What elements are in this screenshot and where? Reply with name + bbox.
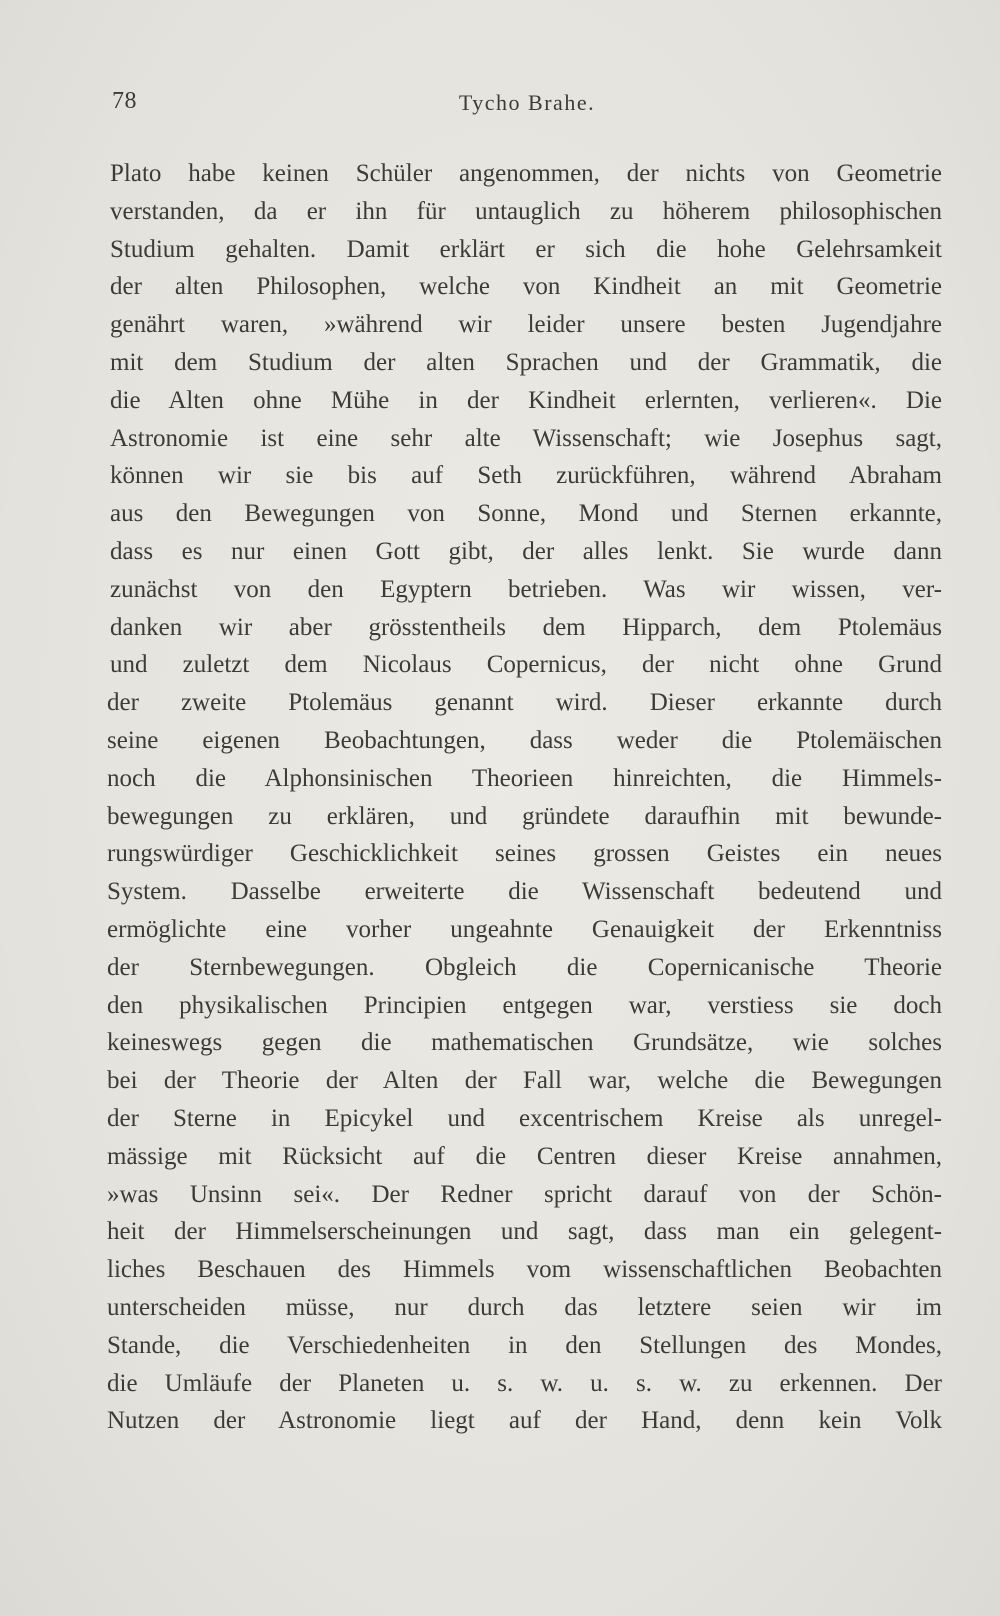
text-line: liches Beschauen des Himmels vom wissenschaftlichen Beobachten xyxy=(107,1256,942,1284)
text-line: können wir sie bis auf Seth zurückführen, während Abraham xyxy=(110,462,942,490)
text-line: unterscheiden müsse, nur durch das letztere seien wir im xyxy=(107,1293,942,1321)
text-line: der Sterne in Epicykel und excentrischem Kreise als unregel- xyxy=(107,1104,942,1132)
text-line: der Sternbewegungen. Obgleich die Copernicanische Theorie xyxy=(107,953,942,981)
text-line: mit dem Studium der alten Sprachen und der Grammatik, die xyxy=(110,348,942,376)
body-text xyxy=(107,155,942,1440)
running-title: Tycho Brahe. xyxy=(458,90,596,115)
text-line: Stande, die Verschiedenheiten in den Stellungen des Mondes, xyxy=(107,1331,942,1359)
text-line: bewegungen zu erklären, und gründete daraufhin mit bewunde- xyxy=(107,802,942,830)
text-line: mässige mit Rücksicht auf die Centren dieser Kreise annahmen, xyxy=(107,1142,942,1170)
text-line: die Umläufe der Planeten u. s. w. u. s. w. zu erkennen. Der xyxy=(107,1369,942,1397)
text-line: ermöglichte eine vorher ungeahnte Genauigkeit der Erkenntniss xyxy=(107,915,942,943)
text-line: rungswürdiger Geschicklichkeit seines grossen Geistes ein neues xyxy=(107,840,942,868)
text-line: bei der Theorie der Alten der Fall war, welche die Bewegungen xyxy=(107,1067,942,1095)
text-line: genährt waren, »während wir leider unsere besten Jugendjahre xyxy=(110,311,942,339)
text-line: Studium gehalten. Damit erklärt er sich die hohe Gelehrsamkeit xyxy=(110,235,942,263)
text-line: noch die Alphonsinischen Theorieen hinreichten, die Himmels- xyxy=(107,764,942,792)
text-line: heit der Himmelserscheinungen und sagt, dass man ein gelegent- xyxy=(107,1218,942,1246)
text-line: Astronomie ist eine sehr alte Wissenschaft; wie Josephus sagt, xyxy=(110,424,942,452)
text-line: Nutzen der Astronomie liegt auf der Hand, denn kein Volk xyxy=(107,1407,942,1435)
text-line: »was Unsinn sei«. Der Redner spricht darauf von der Schön- xyxy=(107,1180,942,1208)
text-line: der zweite Ptolemäus genannt wird. Dieser erkannte durch xyxy=(107,689,942,717)
text-line: seine eigenen Beobachtungen, dass weder die Ptolemäischen xyxy=(107,726,942,754)
text-line: zunächst von den Egyptern betrieben. Was wir wissen, ver- xyxy=(110,575,942,603)
page-number: 78 xyxy=(112,88,137,114)
text-line: und zuletzt dem Nicolaus Copernicus, der nicht ohne Grund xyxy=(110,651,942,679)
text-line: Plato habe keinen Schüler angenommen, der nichts von Geometrie xyxy=(110,160,942,187)
text-line: verstanden, da er ihn für untauglich zu höherem philosophischen xyxy=(110,197,942,225)
text-line: der alten Philosophen, welche von Kindheit an mit Geometrie xyxy=(110,273,942,301)
text-line: den physikalischen Principien entgegen war, verstiess sie doch xyxy=(107,991,942,1019)
text-line: die Alten ohne Mühe in der Kindheit erlernten, verlieren«. Die xyxy=(110,386,942,414)
text-line: System. Dasselbe erweiterte die Wissenschaft bedeutend und xyxy=(107,878,942,906)
page-header xyxy=(112,88,942,122)
text-line: keineswegs gegen die mathematischen Grundsätze, wie solches xyxy=(107,1029,942,1057)
text-line: danken wir aber grösstentheils dem Hipparch, dem Ptolemäus xyxy=(110,613,942,641)
text-line: aus den Bewegungen von Sonne, Mond und Sternen erkannte, xyxy=(110,500,942,528)
text-line: dass es nur einen Gott gibt, der alles lenkt. Sie wurde dann xyxy=(110,537,942,565)
